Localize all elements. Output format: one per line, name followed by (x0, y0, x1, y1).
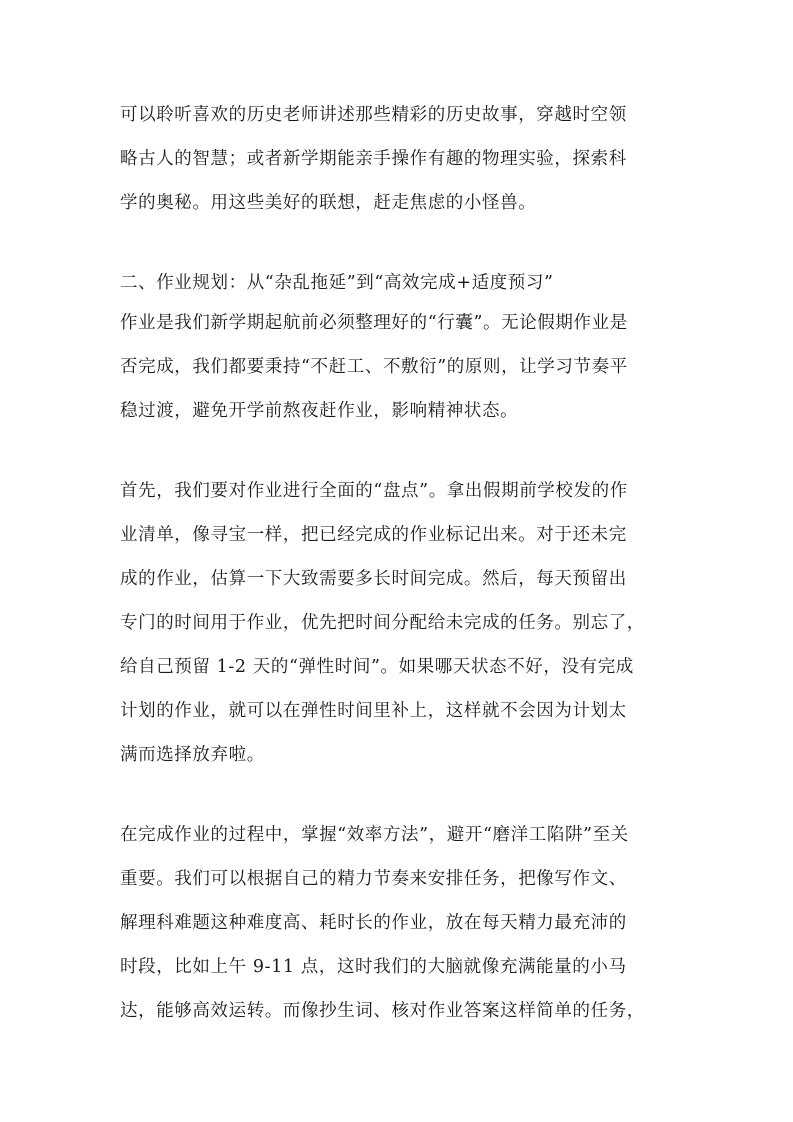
text-line: 在完成作业的过程中，掌握“效率方法”，避开“磨洋工陷阱”至关 (120, 825, 629, 845)
text-line: 达，能够高效运转。而像抄生词、核对作业答案这样简单的任务， (120, 1001, 645, 1021)
text-line: 业清单，像寻宝一样，把已经完成的作业标记出来。对于还未完 (120, 525, 627, 545)
text-line: 作业是我们新学期起航前必须整理好的“行囊”。无论假期作业是 (120, 313, 628, 333)
text-line: 否完成，我们都要秉持“不赶工、不敷衍”的原则，让学习节奏平 (120, 357, 628, 377)
text-line: 给自己预留 1-2 天的“弹性时间”。如果哪天状态不好，没有完成 (120, 657, 634, 677)
text-line: 计划的作业，就可以在弹性时间里补上，这样就不会因为计划太 (120, 701, 627, 721)
text-line: 成的作业，估算一下大致需要多长时间完成。然后，每天预留出 (120, 569, 627, 589)
text-line: 首先，我们要对作业进行全面的“盘点”。拿出假期前学校发的作 (120, 481, 628, 501)
text-line: 时段，比如上午 9-11 点，这时我们的大脑就像充满能量的小马 (120, 957, 627, 977)
text-line: 解理科难题这种难度高、耗时长的作业，放在每天精力最充沛的 (120, 913, 627, 933)
text-line: 满而选择放弃啦。 (120, 745, 265, 765)
text-line: 重要。我们可以根据自己的精力节奏来安排任务，把像写作文、 (120, 869, 627, 889)
section-heading: 二、作业规划：从“杂乱拖延”到“高效完成+适度预习” (120, 273, 554, 293)
text-line: 略古人的智慧；或者新学期能亲手操作有趣的物理实验，探索科 (120, 149, 627, 169)
text-line: 可以聆听喜欢的历史老师讲述那些精彩的历史故事，穿越时空领 (120, 105, 627, 125)
text-line: 学的奥秘。用这些美好的联想，赶走焦虑的小怪兽。 (120, 193, 537, 213)
text-line: 稳过渡，避免开学前熬夜赶作业，影响精神状态。 (120, 401, 519, 421)
text-line: 专门的时间用于作业，优先把时间分配给未完成的任务。别忘了， (120, 613, 645, 633)
